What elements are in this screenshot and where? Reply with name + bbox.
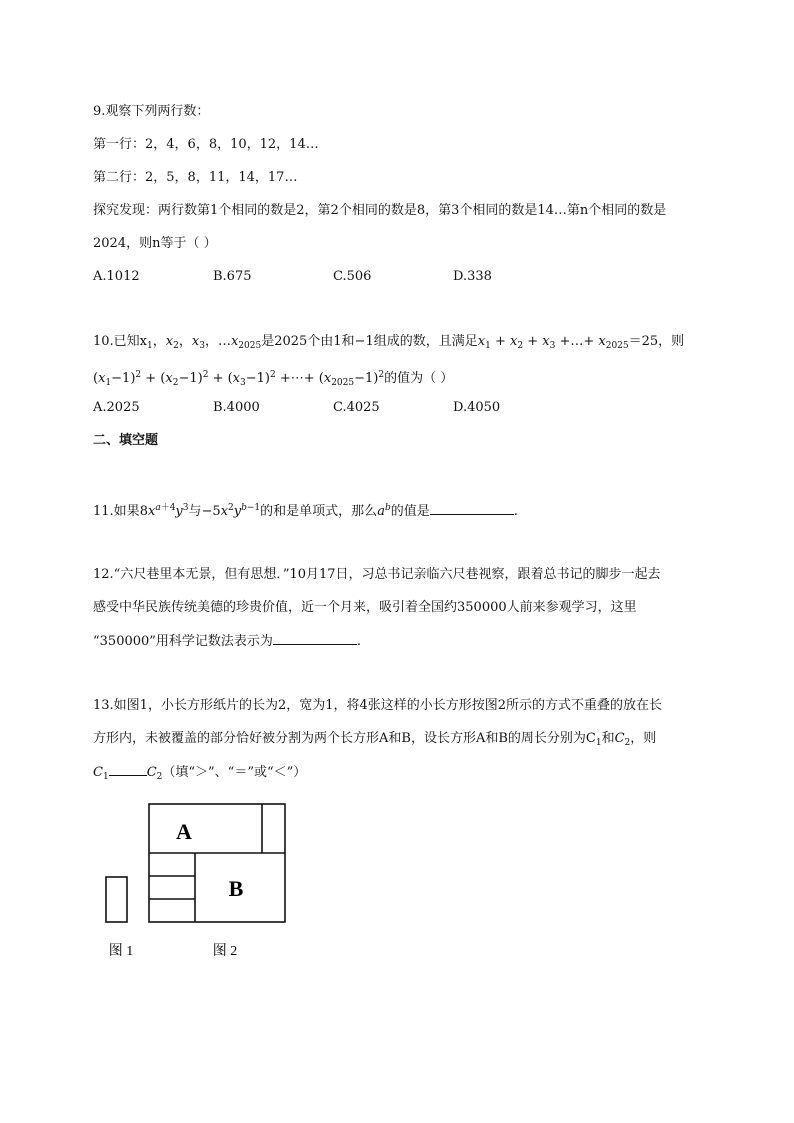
q13-line3: $C_1$ $C_2$（填“＞”、“＝”或“＜”） bbox=[93, 765, 307, 782]
q9-option-b[interactable]: B.675 bbox=[213, 269, 252, 284]
q11-line: 11.如果$8x^{a+4}y^3$与$-5x^2y^{b-1}$的和是单项式，那么$a^b$的值是 . bbox=[93, 503, 518, 519]
q9-row2: 第二行：2，5，8，11，14，17… bbox=[93, 170, 298, 185]
fig2-label-b: B bbox=[228, 876, 244, 901]
q10-line2: $(x_1-1)^2 + (x_2-1)^2 + (x_3-1)^2$ +⋯+ $(x_{2025}-1)^2$的值为（ ） bbox=[93, 370, 454, 388]
q9-title: 9.观察下列两行数： bbox=[93, 104, 210, 119]
q11-end: . bbox=[513, 504, 518, 519]
q12-line2: 感受中华民族传统美德的珍贵价值，近一个月来，吸引着全国约350000人前来参观学习，这里 bbox=[93, 600, 637, 615]
q10-prefix: 10.已知x bbox=[93, 334, 148, 349]
q9-explore: 探究发现：两行数第1个相同的数是2，第2个相同的数是8，第3个相同的数是14…第n个相同的数是 bbox=[93, 203, 667, 218]
q10-option-d[interactable]: D.4050 bbox=[453, 400, 501, 415]
fig2-label-a: A bbox=[176, 819, 192, 844]
q13-line1: 13.如图1，小长方形纸片的长为2，宽为1，将4张这样的小长方形按图2所示的方式不重叠的放在长 bbox=[93, 698, 663, 713]
q10-mid: 是2025个由1和−1组成的数，且满足 bbox=[261, 334, 478, 349]
q13-line3-text: （填“＞”、“＝”或“＜”） bbox=[162, 765, 307, 780]
q10-line2-suffix: 的值为（ ） bbox=[384, 371, 454, 386]
q12-end: . bbox=[356, 634, 362, 649]
q10-suffix: ＝25，则 bbox=[628, 334, 685, 349]
q10-option-c[interactable]: C.4025 bbox=[333, 400, 380, 415]
q13-line2-text: 方形内，未被覆盖的部分恰好被分割为两个长方形A和B，设长方形A和B的周长分别为C bbox=[93, 731, 596, 746]
fig1-small-rectangle bbox=[106, 877, 127, 922]
q11-mid: 的和是单项式，那么 bbox=[260, 504, 378, 519]
q9-explore-cont: 2024，则n等于（ ） bbox=[93, 236, 217, 251]
fig2-outer-rectangle bbox=[149, 804, 285, 922]
q10-option-a[interactable]: A.2025 bbox=[93, 400, 140, 415]
fig2-caption: 图 2 bbox=[212, 944, 238, 959]
q9-row1: 第一行：2，4，6，8，10，12，14… bbox=[93, 137, 319, 152]
q9-option-d[interactable]: D.338 bbox=[453, 269, 492, 284]
q10-line1: 10.已知$x_1$，$x_2$，$x_3$，$\dots x_{2025}$是2025个由1和−1组成的数，且满足$x_1 + x_2 + x_3$ +…+ $x_{2025}=25$，则 bbox=[93, 334, 685, 351]
q11-suffix: 的值是 bbox=[390, 504, 430, 519]
q13-line2: 方形内，未被覆盖的部分恰好被分割为两个长方形A和B，设长方形A和B的周长分别为$C_1$和$C_2$，则 bbox=[93, 731, 657, 748]
q9-option-c[interactable]: C.506 bbox=[333, 269, 372, 284]
q12-line1: 12.“六尺巷里本无景，但有思想．”10月17日，习总书记亲临六尺巷视察，跟着总书记的脚步一起去 bbox=[93, 567, 661, 582]
q9-option-a[interactable]: A.1012 bbox=[93, 269, 140, 284]
q13-line2-end: ，则 bbox=[630, 731, 657, 746]
section-fill-in-blank-heading: 二、填空题 bbox=[93, 433, 159, 448]
q11-prefix: 11.如果 bbox=[93, 504, 140, 519]
fig1-caption: 图 1 bbox=[108, 944, 134, 959]
q10-option-b[interactable]: B.4000 bbox=[213, 400, 260, 415]
q12-line3-text: “350000”用科学记数法表示为 bbox=[93, 634, 273, 649]
